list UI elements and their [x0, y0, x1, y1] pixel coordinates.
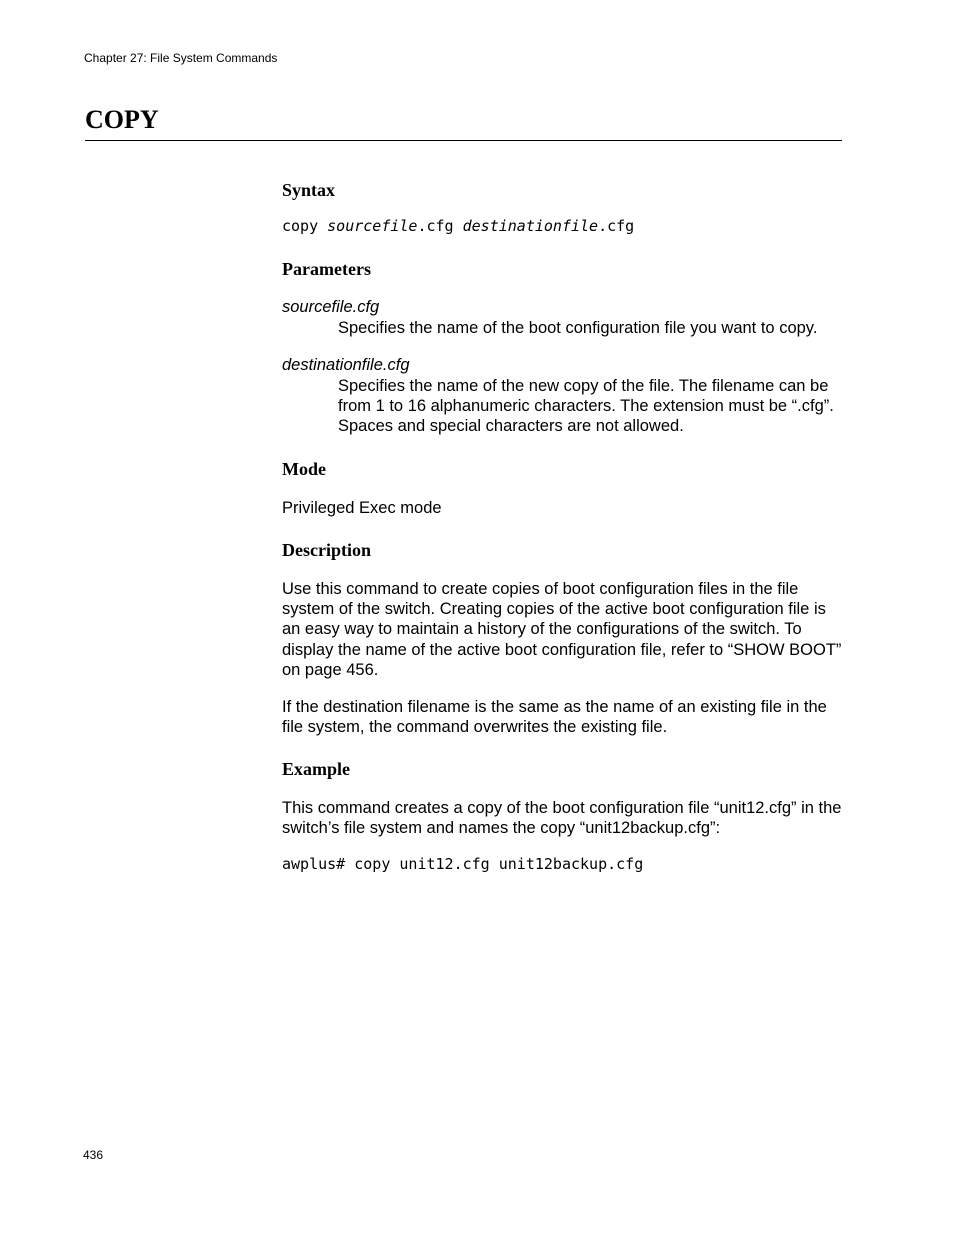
page-title: COPY — [85, 105, 159, 134]
description-paragraph: If the destination filename is the same as the name of an existing file in the file system, the command overwrites the existing file. — [282, 698, 827, 737]
param-name-destinationfile: destinationfile.cfg — [282, 356, 410, 374]
syntax-ext-destination: .cfg — [598, 217, 635, 235]
parameters-heading: Parameters — [282, 259, 371, 279]
description-heading: Description — [282, 540, 371, 560]
syntax-arg-source: sourcefile — [327, 217, 418, 235]
param-desc-destinationfile: Specifies the name of the new copy of the file. The filename can be from 1 to 16 alphanumeric characters. The extension must be “.cfg”. Spaces and special characters are not allowed. — [338, 377, 834, 435]
param-desc-sourcefile: Specifies the name of the boot configuration file you want to copy. — [338, 319, 818, 337]
syntax-command: copy — [282, 217, 319, 235]
syntax-arg-destination: destinationfile — [462, 217, 599, 235]
chapter-header: Chapter 27: File System Commands — [84, 51, 278, 65]
description-paragraph: Use this command to create copies of boot configuration files in the file system of the switch. Creating copies of the active boot configuration file is an easy way to maintain a history of the configurations of the switch. To display the name of the active boot configuration file, refer to “SHOW BOOT” on page 456. — [282, 580, 842, 679]
example-heading: Example — [282, 759, 351, 779]
example-code: awplus# copy unit12.cfg unit12backup.cfg — [282, 855, 644, 873]
title-rule — [85, 140, 842, 141]
mode-text: Privileged Exec mode — [282, 499, 442, 517]
example-text: This command creates a copy of the boot configuration file “unit12.cfg” in the switch’s file system and names the copy “unit12backup.cfg”: — [282, 799, 842, 838]
mode-heading: Mode — [282, 459, 326, 479]
param-name-sourcefile: sourcefile.cfg — [282, 298, 380, 316]
syntax-heading: Syntax — [282, 180, 336, 200]
page-number: 436 — [83, 1148, 104, 1162]
syntax-ext-source: .cfg — [417, 217, 454, 235]
syntax-line — [282, 217, 634, 235]
